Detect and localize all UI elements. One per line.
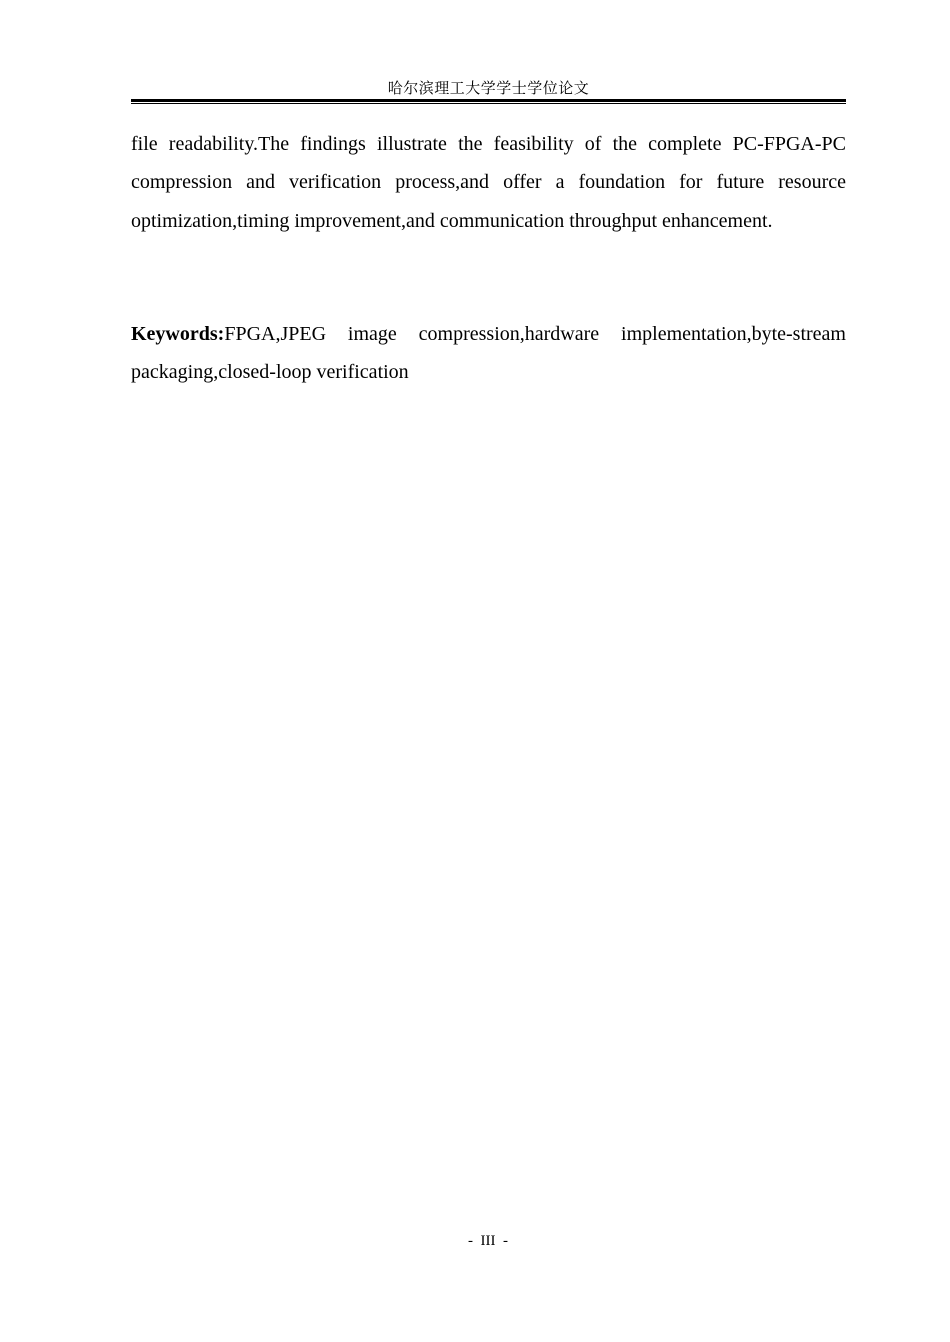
header-rule-thick — [131, 99, 846, 102]
running-header-title: 哈尔滨理工大学学士学位论文 — [387, 81, 590, 97]
keywords-label: Keywords: — [131, 323, 225, 345]
page-number: - III - — [468, 1233, 508, 1249]
abstract-continuation-paragraph: file readability.The findings illustrate the feasibility of the complete PC-FPGA-PC compression and verification process,and offer a foundation for future resource optimization,timing improvement,and communication throughput enhancement. — [131, 133, 846, 232]
keywords-list: FPGA,JPEG image compression,hardware implementation,byte-stream packaging,closed-loop verification — [131, 323, 846, 384]
keywords-paragraph — [131, 315, 846, 392]
header-rule-thin — [131, 103, 846, 104]
